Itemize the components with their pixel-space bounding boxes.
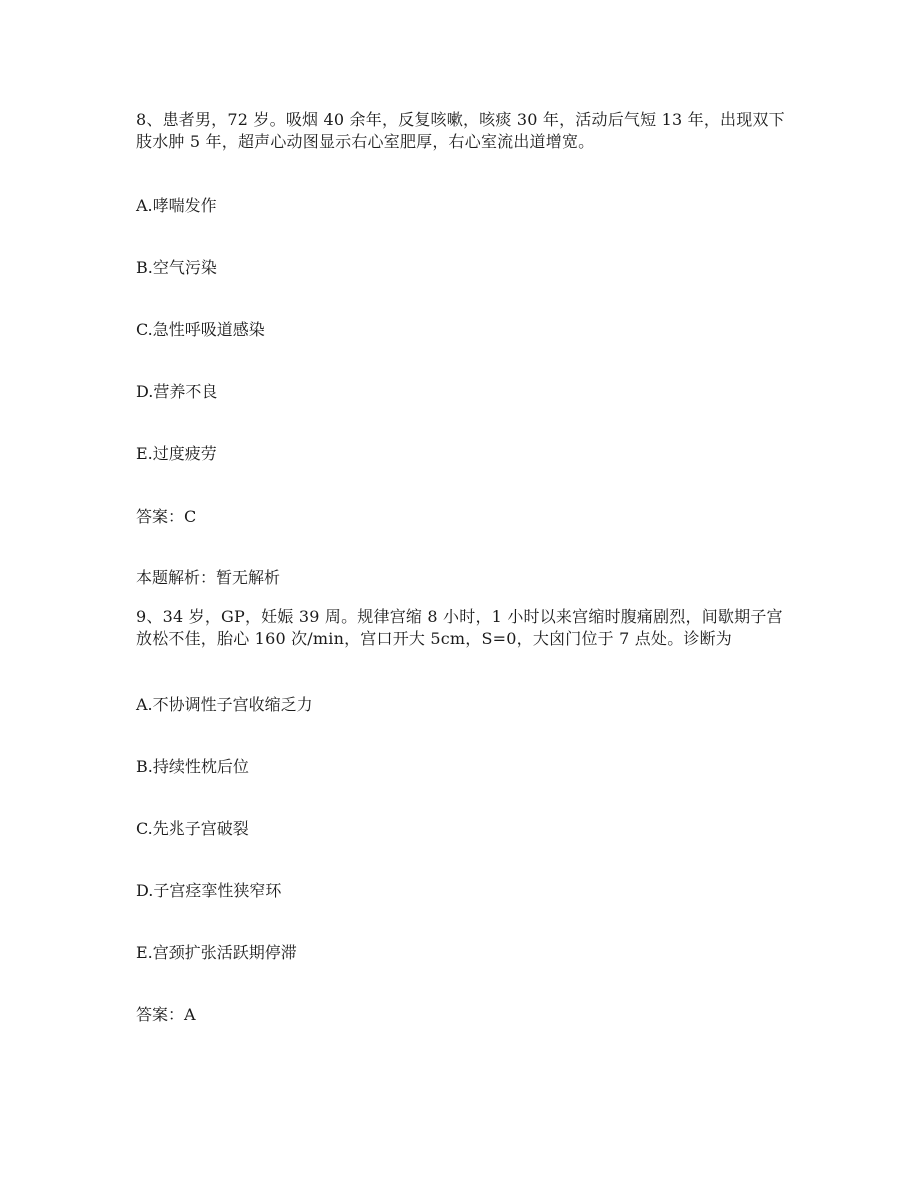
question-8-stem-line-1: 8、患者男，72 岁。吸烟 40 余年，反复咳嗽，咳痰 30 年，活动后气短 13 年，出现双下 xyxy=(136,110,785,129)
question-8-option-a: A.哮喘发作 xyxy=(136,196,217,215)
question-8-stem xyxy=(136,109,784,153)
question-9-answer: 答案：A xyxy=(136,1005,196,1024)
question-9-option-a: A.不协调性子宫收缩乏力 xyxy=(136,695,313,714)
question-9-stem xyxy=(136,606,784,650)
question-8-option-b: B.空气污染 xyxy=(136,258,217,277)
question-9-option-e: E.宫颈扩张活跃期停滞 xyxy=(136,943,297,962)
question-9-option-c: C.先兆子宫破裂 xyxy=(136,819,249,838)
question-9-stem-line-2: 放松不佳，胎心 160 次/min，宫口开大 5cm，S=0，大囟门位于 7 点处。诊断为 xyxy=(136,629,732,648)
question-8-option-d: D.营养不良 xyxy=(136,382,218,401)
question-8-option-c: C.急性呼吸道感染 xyxy=(136,320,265,339)
question-9-option-b: B.持续性枕后位 xyxy=(136,757,249,776)
question-8-answer: 答案：C xyxy=(136,507,197,526)
question-8-analysis: 本题解析：暂无解析 xyxy=(136,568,281,587)
question-9-stem-line-1: 9、34 岁，GP，妊娠 39 周。规律宫缩 8 小时，1 小时以来宫缩时腹痛剧烈，间歇期子宫 xyxy=(136,607,783,626)
question-8-option-e: E.过度疲劳 xyxy=(136,444,217,463)
question-8-stem-line-2: 肢水肿 5 年，超声心动图显示右心室肥厚，右心室流出道增宽。 xyxy=(136,132,595,151)
question-9-option-d: D.子宫痉挛性狭窄环 xyxy=(136,881,282,900)
